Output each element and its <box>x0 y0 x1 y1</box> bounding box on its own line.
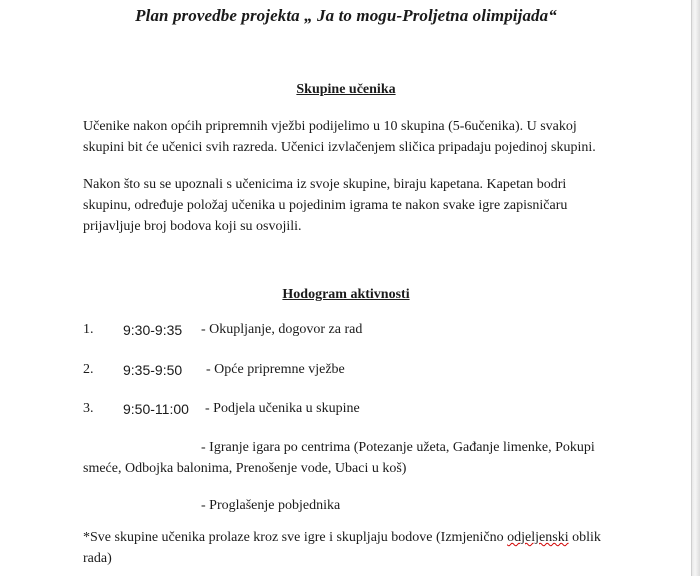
item-time: 9:30-9:35 <box>123 322 183 338</box>
groups-heading: Skupine učenika <box>296 82 396 97</box>
groups-paragraph-1: Učenike nakon općih pripremnih vježbi podijelimo u 10 skupina (5-6učenika). U svakoj skupini bit će učenici svih razreda. Učenici izvlačenjem sličica pripadaju pojedinoj skupini. <box>83 119 596 155</box>
document-title: Plan provedbe projekta „ Ja to mogu-Proljetna olimpijada“ <box>135 6 557 25</box>
schedule-sub-item-winner: - Proglašenje pobjednika <box>201 498 341 513</box>
spellcheck-flagged-word: odjeljenski <box>507 530 569 545</box>
item-description: - Okupljanje, dogovor za rad <box>201 322 363 337</box>
item-description: - Podjela učenika u skupine <box>205 401 360 416</box>
item-time: 9:35-9:50 <box>123 362 183 378</box>
item-number: 3. <box>83 401 94 416</box>
note-text-start: *Sve skupine učenika prolaze kroz sve igre i skupljaju bodove (Izmjenično <box>83 530 508 545</box>
item-description: - Opće pripremne vježbe <box>206 362 345 377</box>
window-edge <box>691 0 700 576</box>
groups-paragraph-2: Nakon što su se upoznali s učenicima iz svoje skupine, biraju kapetana. Kapetan bodri skupinu, određuje položaj učenika u pojedinim igrama te nakon svake igre zapisničaru prijavljuje broj bodova koji su osvojili. <box>83 177 568 234</box>
item-number: 1. <box>83 322 94 337</box>
note-text-end: oblik rada) <box>83 530 601 566</box>
item-time: 9:50-11:00 <box>123 401 189 417</box>
schedule-heading: Hodogram aktivnosti <box>282 287 410 302</box>
item-number: 2. <box>83 362 94 377</box>
schedule-sub-item-games: - Igranje igara po centrima (Potezanje užeta, Gađanje limenke, Pokupi smeće, Odbojka balonima, Prenošenje vode, Ubaci u koš) <box>83 440 595 476</box>
schedule-note <box>83 527 623 569</box>
